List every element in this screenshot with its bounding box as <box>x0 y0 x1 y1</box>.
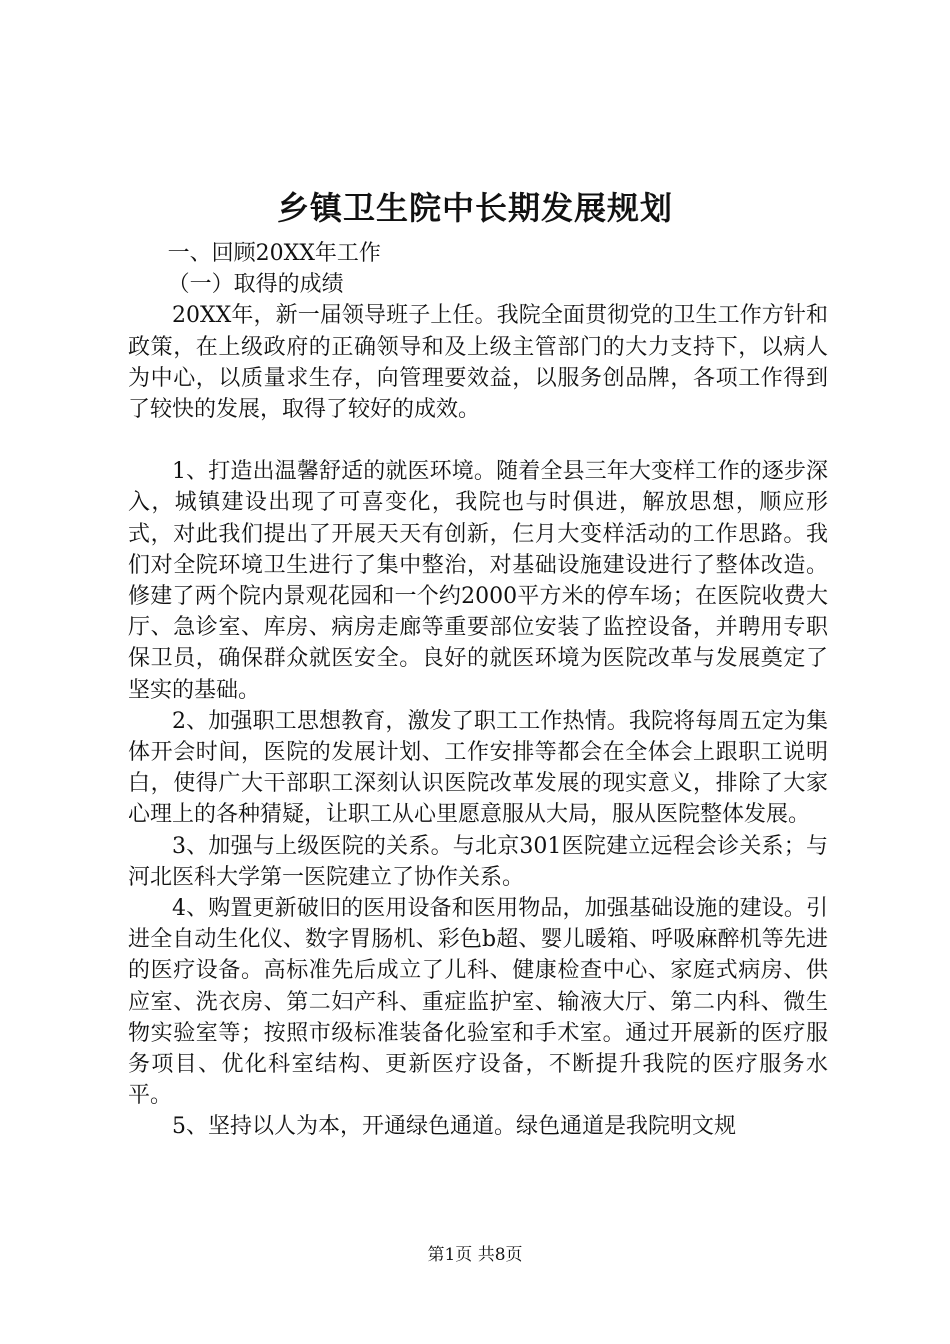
paragraph-item-5: 5、坚持以人为本，开通绿色通道。绿色通道是我院明文规 <box>172 1114 736 1140</box>
section-heading: 一、回顾20XX年工作 <box>167 241 381 266</box>
paragraph-item-3: 3、加强与上级医院的关系。与北京301医院建立远程会诊关系；与河北医科大学第一医院建立了协作关系。 <box>128 833 828 890</box>
paragraph-item-2: 2、加强职工思想教育，激发了职工工作热情。我院将每周五定为集体开会时间，医院的发展计划、工作安排等都会在全体会上跟职工说明白，使得广大干部职工深刻认识医院改革发展的现实意义，排除了大家心理上的各种猜疑，让职工从心里愿意服从大局，服从医院整体发展。 <box>128 708 828 828</box>
paragraph-item-1: 1、打造出温馨舒适的就医环境。随着全县三年大变样工作的逐步深入，城镇建设出现了可喜变化，我院也与时俱进，解放思想，顺应形式，对此我们提出了开展天天有创新，仨月大变样活动的工作思路。我们对全院环境卫生进行了集中整治，对基础设施建设进行了整体改造。修建了两个院内景观花园和一个约2000平方米的停车场；在医院收费大厅、急诊室、库房、病房走廊等重要部位安装了监控设备，并聘用专职保卫员，确保群众就医安全。良好的就医环境为医院改革与发展奠定了坚实的基础。 <box>128 459 828 703</box>
page-number-footer: 第1页 共8页 <box>427 1245 523 1265</box>
paragraph-intro: 20XX年，新一届领导班子上任。我院全面贯彻党的卫生工作方针和政策，在上级政府的正确领导和及上级主管部门的大力支持下，以病人为中心，以质量求生存，向管理要效益，以服务创品牌，各项工作得到了较快的发展，取得了较好的成效。 <box>128 303 828 423</box>
paragraph-item-4: 4、购置更新破旧的医用设备和医用物品，加强基础设施的建设。引进全自动生化仪、数字胃肠机、彩色b超、婴儿暖箱、呼吸麻醉机等先进的医疗设备。高标准先后成立了儿科、健康检查中心、家庭式病房、供应室、洗衣房、第二妇产科、重症监护室、输液大厅、第二内科、微生物实验室等；按照市级标准装备化验室和手术室。通过开展新的医疗服务项目、优化科室结构、更新医疗设备，不断提升我院的医疗服务水平。 <box>128 896 828 1109</box>
document-body <box>128 238 828 1143</box>
document-title: 乡镇卫生院中长期发展规划 <box>276 189 673 227</box>
subsection-heading: （一）取得的成绩 <box>167 272 344 298</box>
